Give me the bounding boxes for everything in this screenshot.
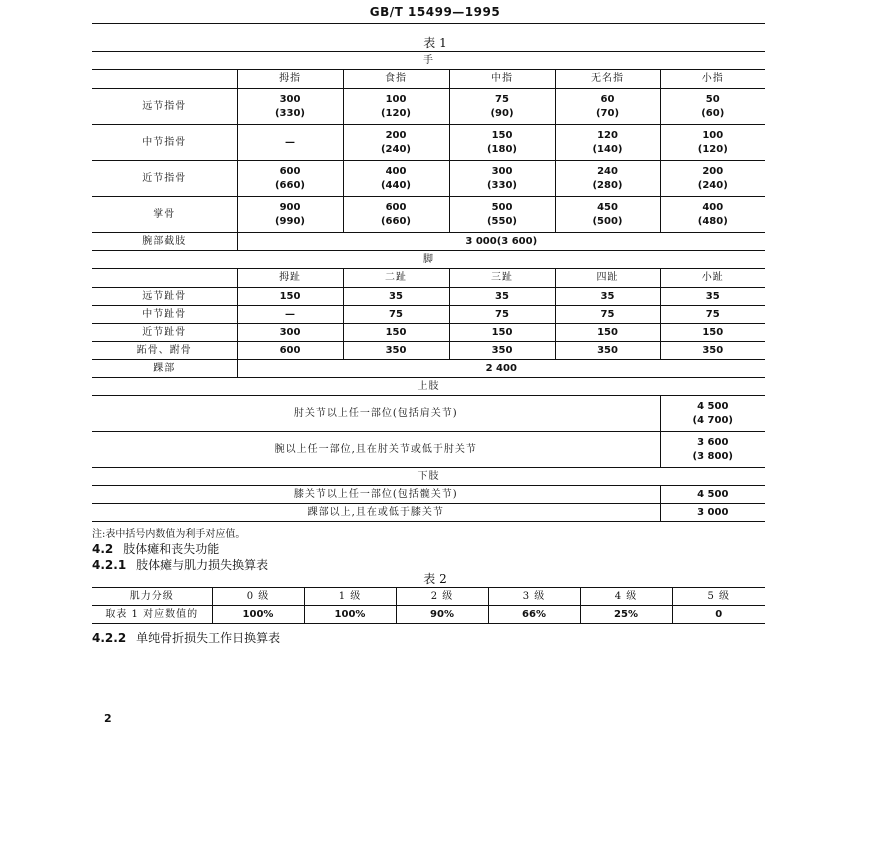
cell-value: 100 <box>385 93 407 105</box>
table2-header-row <box>92 588 765 606</box>
foot-col-header: 二趾 <box>343 269 449 288</box>
table2 <box>92 587 765 624</box>
foot-col-header: 小趾 <box>660 269 765 288</box>
row-label: 取表 1 对应数值的 <box>92 606 212 624</box>
cell-value: 75 <box>449 306 555 324</box>
table-row <box>92 486 765 504</box>
cell-value-dominant: (240) <box>380 143 411 155</box>
hand-col-header: 无名指 <box>555 70 660 89</box>
table-row <box>92 125 765 161</box>
cell-value-dominant: (120) <box>380 107 411 119</box>
cell-value: 150 <box>491 129 513 141</box>
cell-value: 900 <box>279 201 301 213</box>
row-label: 肘关节以上任一部位(包括肩关节) <box>92 396 660 432</box>
table-row <box>92 432 765 468</box>
row-label: 腕以上任一部位,且在肘关节或低于肘关节 <box>92 432 660 468</box>
header-rule <box>92 23 765 24</box>
cell-value: 120 <box>597 129 618 141</box>
foot-section-title: 脚 <box>92 251 765 269</box>
cell-value: 400 <box>702 201 724 213</box>
cell-value-dominant: (440) <box>380 179 411 191</box>
cell-value: 4 500 <box>660 486 765 504</box>
section-heading-4-2 <box>92 540 219 557</box>
cell-value: 350 <box>343 342 449 360</box>
cell-value: 350 <box>449 342 555 360</box>
cell-value: 300 <box>279 93 301 105</box>
cell-value-dominant: (330) <box>274 107 305 119</box>
cell-value: 500 <box>491 201 513 213</box>
cell-value: 240 <box>597 165 618 177</box>
table2-header-cell: 1 级 <box>304 588 396 606</box>
cell-value-dominant: (330) <box>486 179 517 191</box>
cell-value: 2 400 <box>237 360 765 378</box>
row-label: 近节指骨 <box>92 161 237 197</box>
cell-value: 300 <box>491 165 513 177</box>
cell-value-dominant: (660) <box>274 179 305 191</box>
row-label: 中节趾骨 <box>92 306 237 324</box>
table-row <box>92 342 765 360</box>
table-row <box>92 360 765 378</box>
cell-value: 150 <box>343 324 449 342</box>
cell-value: 600 <box>385 201 407 213</box>
row-label: 踝部 <box>92 360 237 378</box>
cell-value-dominant: (140) <box>592 143 623 155</box>
table-row <box>92 396 765 432</box>
row-label: 掌骨 <box>92 197 237 233</box>
upper-limb-section-title: 上肢 <box>92 378 765 396</box>
cell-value: 3 000 <box>660 504 765 522</box>
cell-value-dominant: (90) <box>490 107 514 119</box>
row-label: 跖骨、跗骨 <box>92 342 237 360</box>
table-row <box>92 161 765 197</box>
table2-header-cell: 0 级 <box>212 588 304 606</box>
hand-header-blank <box>92 70 237 89</box>
cell-value-dominant: (4 700) <box>692 414 733 426</box>
cell-value: 100% <box>212 606 304 624</box>
cell-value: 0 <box>672 606 765 624</box>
foot-header-row <box>92 269 765 288</box>
cell-value: 150 <box>449 324 555 342</box>
cell-value: 300 <box>237 324 343 342</box>
table-row <box>92 324 765 342</box>
cell-value: 450 <box>597 201 618 213</box>
table-row <box>92 606 765 624</box>
cell-value: 25% <box>580 606 672 624</box>
section-heading-4-2-2 <box>92 629 280 646</box>
cell-value: 3 000(3 600) <box>237 233 765 251</box>
section-title: 肢体瘫和丧失功能 <box>123 542 220 556</box>
hand-col-header: 食指 <box>343 70 449 89</box>
lower-limb-section-title: 下肢 <box>92 468 765 486</box>
cell-value-dominant: (60) <box>701 107 725 119</box>
cell-value: 100 <box>702 129 724 141</box>
cell-value: 35 <box>555 288 660 306</box>
cell-value-dominant: (240) <box>697 179 728 191</box>
cell-value: 50 <box>705 93 720 105</box>
cell-value-dominant: (70) <box>595 107 620 119</box>
table2-header-cell: 肌力分级 <box>92 588 212 606</box>
section-title: 单纯骨折损失工作日换算表 <box>136 631 281 645</box>
hand-header-row <box>92 70 765 89</box>
cell-value: 600 <box>279 165 301 177</box>
table-row <box>92 306 765 324</box>
hand-col-header: 中指 <box>449 70 555 89</box>
section-number: 4.2.1 <box>92 558 127 572</box>
cell-value: 35 <box>660 288 765 306</box>
cell-value-dominant: (990) <box>274 215 305 227</box>
hand-section-title: 手 <box>92 52 765 70</box>
table2-caption: 表 2 <box>423 572 447 586</box>
cell-value: 75 <box>495 93 509 105</box>
table2-header-cell: 2 级 <box>396 588 488 606</box>
cell-value: 75 <box>343 306 449 324</box>
table-row <box>92 89 765 125</box>
row-label: 膝关节以上任一部位(包括髋关节) <box>92 486 660 504</box>
table-row <box>92 504 765 522</box>
cell-value: 350 <box>660 342 765 360</box>
table2-header-cell: 5 级 <box>672 588 765 606</box>
table1-note: 注:表中括号内数值为利手对应值。 <box>92 529 246 540</box>
cell-value: 3 600 <box>697 436 729 448</box>
cell-value-dominant: (3 800) <box>692 450 733 462</box>
row-label: 踝部以上,且在或低于膝关节 <box>92 504 660 522</box>
section-number: 4.2.2 <box>92 631 127 645</box>
foot-col-header: 拇趾 <box>237 269 343 288</box>
cell-value: 66% <box>488 606 580 624</box>
cell-value: 200 <box>702 165 724 177</box>
cell-value: 4 500 <box>697 400 729 412</box>
cell-value: 400 <box>385 165 407 177</box>
cell-value: 600 <box>237 342 343 360</box>
row-label: 中节指骨 <box>92 125 237 161</box>
cell-value-dominant: (120) <box>697 143 728 155</box>
hand-col-header: 拇指 <box>237 70 343 89</box>
cell-value: 100% <box>304 606 396 624</box>
cell-value: 350 <box>555 342 660 360</box>
cell-value: 75 <box>660 306 765 324</box>
foot-col-header: 四趾 <box>555 269 660 288</box>
table2-header-cell: 4 级 <box>580 588 672 606</box>
row-label: 腕部截肢 <box>92 233 237 251</box>
cell-value: 35 <box>343 288 449 306</box>
row-label: 近节趾骨 <box>92 324 237 342</box>
cell-value-dominant: (500) <box>592 215 623 227</box>
cell-value: 35 <box>449 288 555 306</box>
cell-value: 60 <box>600 93 615 105</box>
cell-value-dominant: (480) <box>697 215 728 227</box>
foot-col-header: 三趾 <box>449 269 555 288</box>
cell-value: — <box>237 306 343 324</box>
cell-value-dominant: (180) <box>486 143 517 155</box>
cell-value-dominant: (550) <box>486 215 517 227</box>
cell-value: 75 <box>555 306 660 324</box>
cell-value: 200 <box>385 129 407 141</box>
section-number: 4.2 <box>92 542 114 556</box>
cell-value: 90% <box>396 606 488 624</box>
cell-value-dominant: (660) <box>380 215 411 227</box>
table-row <box>92 288 765 306</box>
page-number: 2 <box>104 712 112 725</box>
foot-header-blank <box>92 269 237 288</box>
cell-value: 150 <box>660 324 765 342</box>
table1 <box>92 51 765 522</box>
cell-value: — <box>285 136 295 148</box>
cell-value-dominant: (280) <box>592 179 623 191</box>
table-row <box>92 233 765 251</box>
section-title: 肢体瘫与肌力损失换算表 <box>136 558 269 572</box>
cell-value: 150 <box>237 288 343 306</box>
table2-header-cell: 3 级 <box>488 588 580 606</box>
row-label: 远节趾骨 <box>92 288 237 306</box>
table-row <box>92 197 765 233</box>
standard-header: GB/T 15499—1995 <box>369 5 501 19</box>
cell-value: 150 <box>555 324 660 342</box>
hand-col-header: 小指 <box>660 70 765 89</box>
table1-caption: 表 1 <box>423 36 447 50</box>
row-label: 远节指骨 <box>92 89 237 125</box>
